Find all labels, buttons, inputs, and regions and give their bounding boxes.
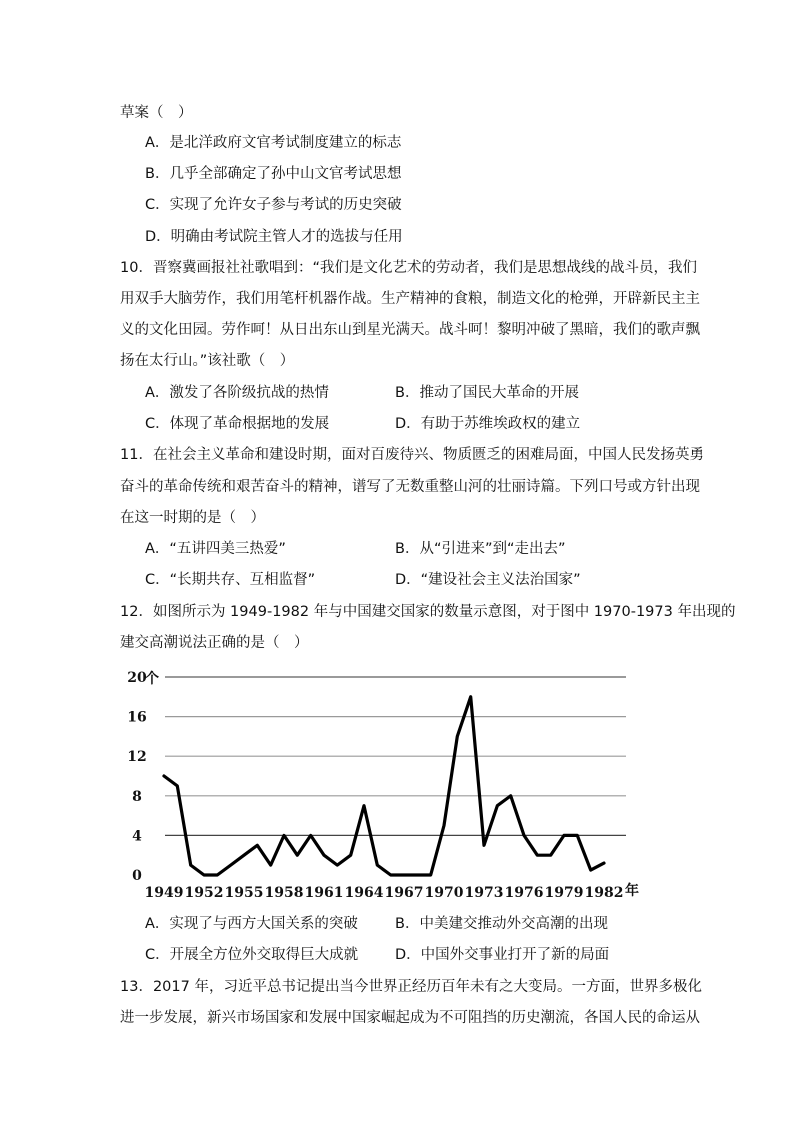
x-tick-label: 1958 bbox=[264, 885, 304, 901]
q12-option-c[interactable]: C．开展全方位外交取得巨大成就 bbox=[145, 947, 359, 963]
q13-stem-line-2: 进一步发展，新兴市场国家和发展中国家崛起成为不可阻挡的历史潮流，各国人民的命运从 bbox=[120, 1010, 700, 1026]
x-tick-label: 1970 bbox=[424, 885, 464, 901]
q10-stem-line-4: 扬在太行山。”该社歌（ ） bbox=[120, 353, 295, 369]
q11-option-b[interactable]: B．从“引进来”到“走出去” bbox=[395, 541, 566, 557]
q11-option-d[interactable]: D．“建设社会主义法治国家” bbox=[395, 572, 581, 588]
q10-stem-line-1: 10．晋察冀画报社社歌唱到：“我们是文化艺术的劳动者，我们是思想战线的战斗员，我们 bbox=[120, 260, 697, 276]
x-tick-label: 1955 bbox=[224, 885, 264, 901]
x-axis-unit-label: 年 bbox=[625, 883, 639, 899]
q12-option-a[interactable]: A．实现了与西方大国关系的突破 bbox=[145, 916, 358, 932]
x-tick-label: 1979 bbox=[544, 885, 584, 901]
q9-option-d[interactable]: D．明确由考试院主管人才的选拔与任用 bbox=[145, 229, 403, 245]
x-tick-label: 1967 bbox=[384, 885, 424, 901]
q12-stem-line-2: 建交高潮说法正确的是（ ） bbox=[120, 635, 309, 651]
diplomatic-relations-chart bbox=[120, 660, 640, 905]
q11-stem-line-1: 11．在社会主义革命和建设时期，面对百废待兴、物质匮乏的困难局面，中国人民发扬英勇 bbox=[120, 447, 704, 463]
y-tick-label: 0 bbox=[132, 868, 142, 884]
q11-stem-line-3: 在这一时期的是（ ） bbox=[120, 510, 265, 526]
x-tick-label: 1973 bbox=[464, 885, 504, 901]
x-tick-label: 1952 bbox=[184, 885, 224, 901]
q9-option-a[interactable]: A．是北洋政府文官考试制度建立的标志 bbox=[145, 135, 402, 151]
q10-option-a[interactable]: A．激发了各阶级抗战的热情 bbox=[145, 385, 329, 401]
q11-option-a[interactable]: A．“五讲四美三热爱” bbox=[145, 541, 286, 557]
q10-stem-line-2: 用双手大脑劳作，我们用笔杆机器作战。生产精神的食粮，制造文化的枪弹，开辟新民主主 bbox=[120, 291, 700, 307]
y-tick-label: 16 bbox=[127, 709, 147, 726]
q10-option-c[interactable]: C．体现了革命根据地的发展 bbox=[145, 416, 330, 432]
q11-stem-line-2: 奋斗的革命传统和艰苦奋斗的精神，谱写了无数重整山河的壮丽诗篇。下列口号或方针出现 bbox=[120, 479, 700, 495]
y-tick-label: 12 bbox=[127, 749, 147, 766]
q9-stem-tail: 草案（ ） bbox=[120, 105, 193, 121]
q12-option-b[interactable]: B．中美建交推动外交高潮的出现 bbox=[395, 916, 608, 932]
q13-stem-line-1: 13．2017 年，习近平总书记提出当今世界正经历百年未有之大变局。一方面，世界多极化 bbox=[120, 979, 702, 995]
y-tick-label: 8 bbox=[132, 788, 142, 805]
y-axis-unit-label: 个 bbox=[145, 671, 159, 687]
q12-option-d[interactable]: D．中国外交事业打开了新的局面 bbox=[395, 947, 610, 963]
x-tick-label: 1982 bbox=[584, 885, 624, 901]
q10-stem-line-3: 义的文化田园。劳作呵！从日出东山到星光满天。战斗呵！黎明冲破了黑暗，我们的歌声飘 bbox=[120, 322, 700, 338]
q10-option-b[interactable]: B．推动了国民大革命的开展 bbox=[395, 385, 579, 401]
q9-option-c[interactable]: C．实现了允许女子参与考试的历史突破 bbox=[145, 197, 402, 213]
series-line bbox=[164, 697, 604, 875]
q10-option-d[interactable]: D．有助于苏维埃政权的建立 bbox=[395, 416, 581, 432]
q12-stem-line-1: 12．如图所示为 1949-1982 年与中国建交国家的数量示意图，对于图中 1970-1973 年出现的 bbox=[120, 604, 736, 620]
q9-option-b[interactable]: B．几乎全部确定了孙中山文官考试思想 bbox=[145, 166, 402, 182]
chart-x-ticks bbox=[145, 885, 624, 901]
y-tick-label: 4 bbox=[132, 828, 142, 845]
chart-gridlines bbox=[165, 677, 626, 835]
x-tick-label: 1976 bbox=[504, 885, 544, 901]
chart-y-ticks bbox=[127, 670, 147, 884]
x-tick-label: 1961 bbox=[304, 885, 344, 901]
x-tick-label: 1949 bbox=[144, 885, 184, 901]
q11-option-c[interactable]: C．“长期共存、互相监督” bbox=[145, 572, 316, 588]
x-tick-label: 1964 bbox=[344, 885, 384, 901]
y-tick-label: 20 bbox=[127, 670, 147, 686]
